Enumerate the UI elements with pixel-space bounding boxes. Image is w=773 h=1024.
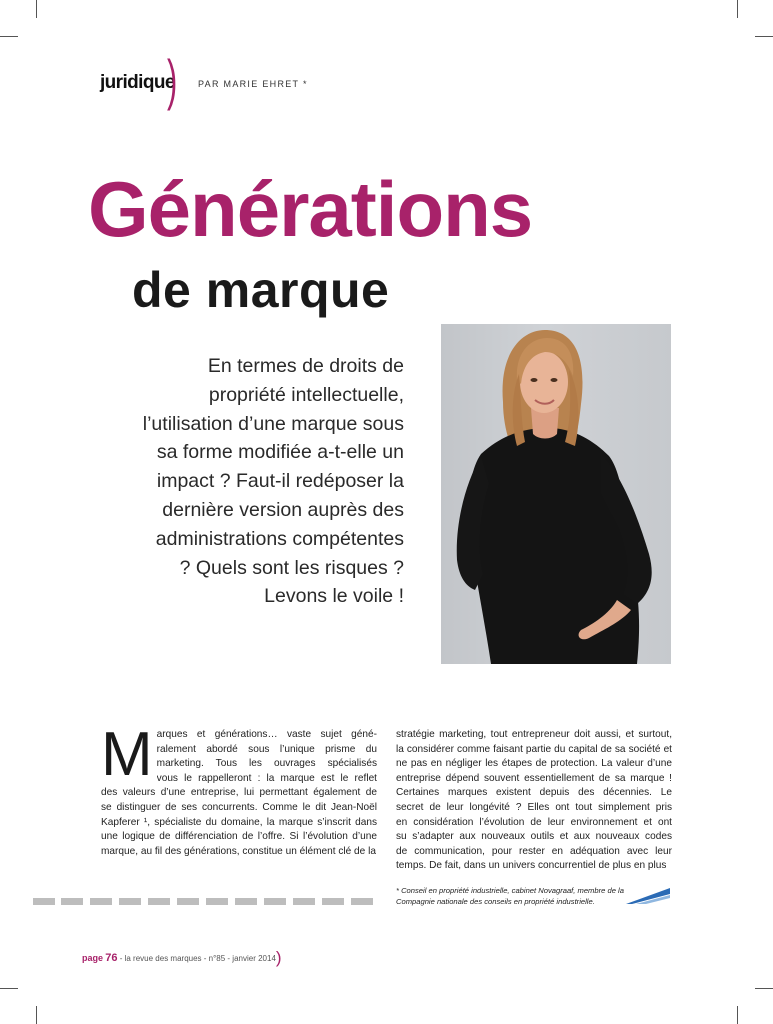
body-line: de communication, pour rester en adéquation avec leur (396, 845, 672, 857)
section-label: juridique (100, 72, 175, 93)
body-line: secret de leur longévité ? Elles ont tout simplement pris (396, 801, 672, 813)
folio-page-word: page (82, 953, 104, 963)
body-line: stratégie marketing, tout entrepreneur doit aussi, et surtout, (396, 729, 672, 740)
folio-bracket: ) (275, 948, 282, 967)
body-line: marque, au fil des générations, constitue un élément clé de la (101, 845, 376, 857)
body-text-right (396, 728, 672, 874)
crop-mark (0, 36, 18, 37)
body-line: ralement abordé sous l’unique prisme du (156, 743, 377, 755)
article-title: Générations (88, 165, 533, 253)
folio-text: - la revue des marques - n°85 - janvier 2014 (117, 954, 276, 963)
crop-mark (755, 988, 773, 989)
body-column-left (101, 720, 377, 859)
author-footnote: * Conseil en propriété industrielle, cabinet Novagraaf, membre de la Compagnie nationale des conseils en propriété industrielle. (396, 886, 624, 906)
crop-mark (737, 0, 738, 18)
crop-mark (36, 1006, 37, 1024)
page-folio (82, 946, 282, 966)
body-line: ne pas en négliger les étapes de protection. La valeur d’une (396, 758, 672, 770)
body-column-right (396, 728, 672, 874)
body-line: en considération l’évolution de leur environnement et ont (396, 816, 672, 828)
article-lede: En termes de droits de propriété intellectuelle, l’utilisation d’une marque sous sa forme modifiée a-t-elle un impact ? Faut-il redéposer la dernière version auprès des administrations compétentes ? Quels sont les risques ? Levons le voile ! (142, 355, 404, 608)
body-line: vous le rappelleront : la marque est le reflet (156, 772, 377, 784)
crop-mark (737, 1006, 738, 1024)
folio-page-number: 76 (105, 952, 118, 964)
body-line: temps. De fait, dans un univers concurrentiel de plus en plus (396, 860, 667, 872)
crop-mark (755, 36, 773, 37)
body-line: Kapferer ¹, spécialiste du domaine, la marque s’inscrit dans (101, 816, 377, 828)
section-bracket: ) (167, 48, 178, 111)
cnpi-logo-icon (624, 886, 672, 906)
portrait-photo (441, 324, 671, 664)
body-line: des valeurs d’une entreprise, lui permettant également de (101, 787, 377, 799)
byline: PAR MARIE EHRET * (198, 79, 308, 89)
drop-cap: M (101, 720, 153, 789)
body-line: su s’adapter aux nouveaux outils et aux nouveaux codes (396, 831, 672, 843)
body-line: se distinguer de ses concurrents. Comme le dit Jean-Noël (101, 801, 377, 813)
crop-mark (36, 0, 37, 18)
crop-mark (0, 988, 18, 989)
article-subtitle: de marque (132, 262, 390, 318)
body-line: entreprise dépend souvent essentiellement de sa marque ! (396, 772, 672, 784)
portrait-illustration (441, 324, 671, 664)
body-line: marketing. Tous les ouvrages spécialisés (156, 758, 377, 770)
body-line: une logique de différenciation de l’offre. Si l’évolution d’une (101, 831, 377, 843)
body-line: la considérer comme faisant partie du capital de sa société et (396, 743, 672, 755)
body-line: arques et générations… vaste sujet géné- (156, 729, 377, 740)
body-line: Certaines marques existent depuis des décennies. Le (396, 787, 672, 799)
